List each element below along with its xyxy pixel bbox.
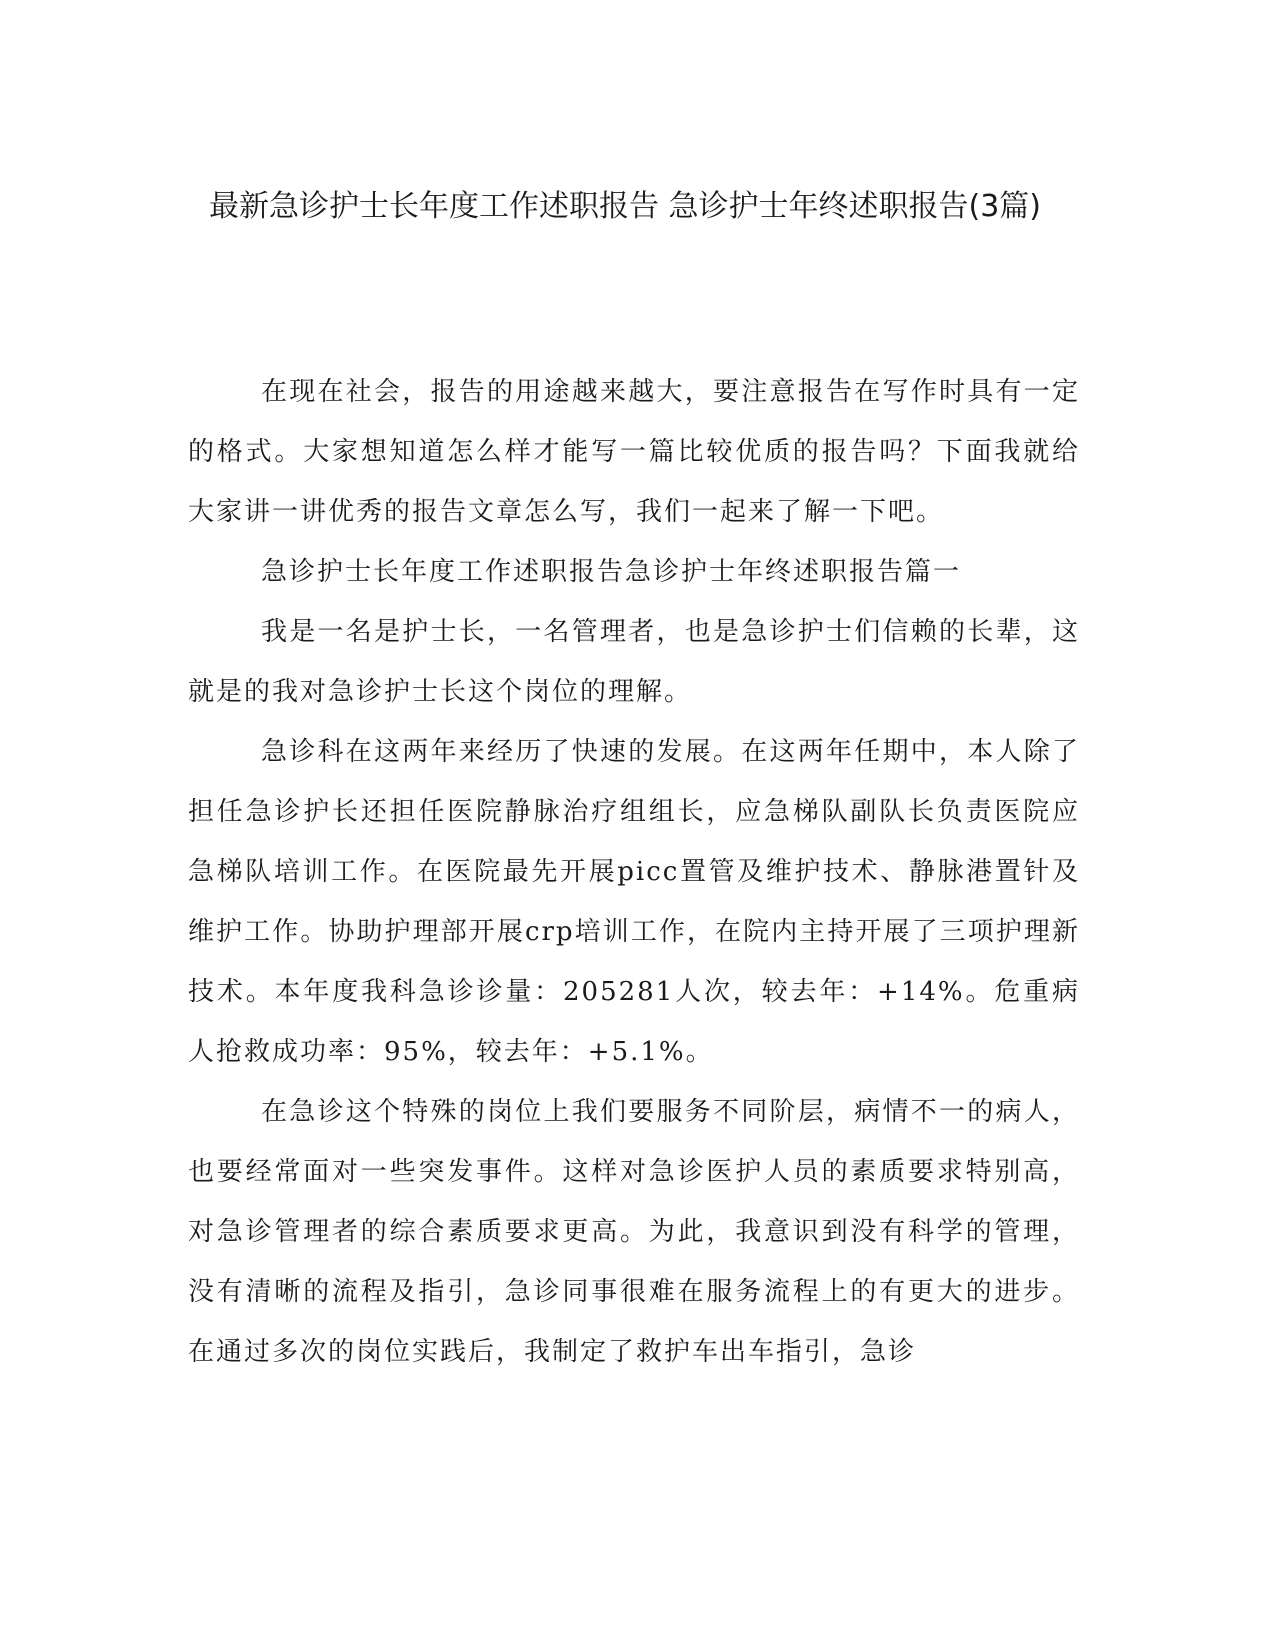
intro-paragraph: 在现在社会，报告的用途越来越大，要注意报告在写作时具有一定的格式。大家想知道怎么样才能写一篇比较优质的报告吗？下面我就给大家讲一讲优秀的报告文章怎么写，我们一起来了解一下吧。 [188, 377, 1080, 527]
section-heading: 急诊护士长年度工作述职报告急诊护士年终述职报告篇一 [261, 557, 962, 587]
body-paragraph: 急诊科在这两年来经历了快速的发展。在这两年任期中，本人除了担任急诊护长还担任医院静脉治疗组组长，应急梯队副队长负责医院应急梯队培训工作。在医院最先开展picc置管及维护技术、静脉港置针及维护工作。协助护理部开展crp培训工作，在院内主持开展了三项护理新技术。本年度我科急诊诊量：205281人次，较去年：+14%。危重病人抢救成功率：95%，较去年：+5.1%。 [188, 737, 1080, 1067]
body-paragraph: 在急诊这个特殊的岗位上我们要服务不同阶层，病情不一的病人，也要经常面对一些突发事件。这样对急诊医护人员的素质要求特别高，对急诊管理者的综合素质要求更高。为此，我意识到没有科学的管理，没有清晰的流程及指引，急诊同事很难在服务流程上的有更大的进步。在通过多次的岗位实践后，我制定了救护车出车指引，急诊 [188, 1097, 1080, 1367]
document-title: 最新急诊护士长年度工作述职报告 急诊护士年终述职报告(3篇) [208, 189, 1042, 224]
document-body [188, 362, 1080, 1382]
body-paragraph: 我是一名是护士长，一名管理者，也是急诊护士们信赖的长辈，这就是的我对急诊护士长这个岗位的理解。 [188, 617, 1080, 707]
